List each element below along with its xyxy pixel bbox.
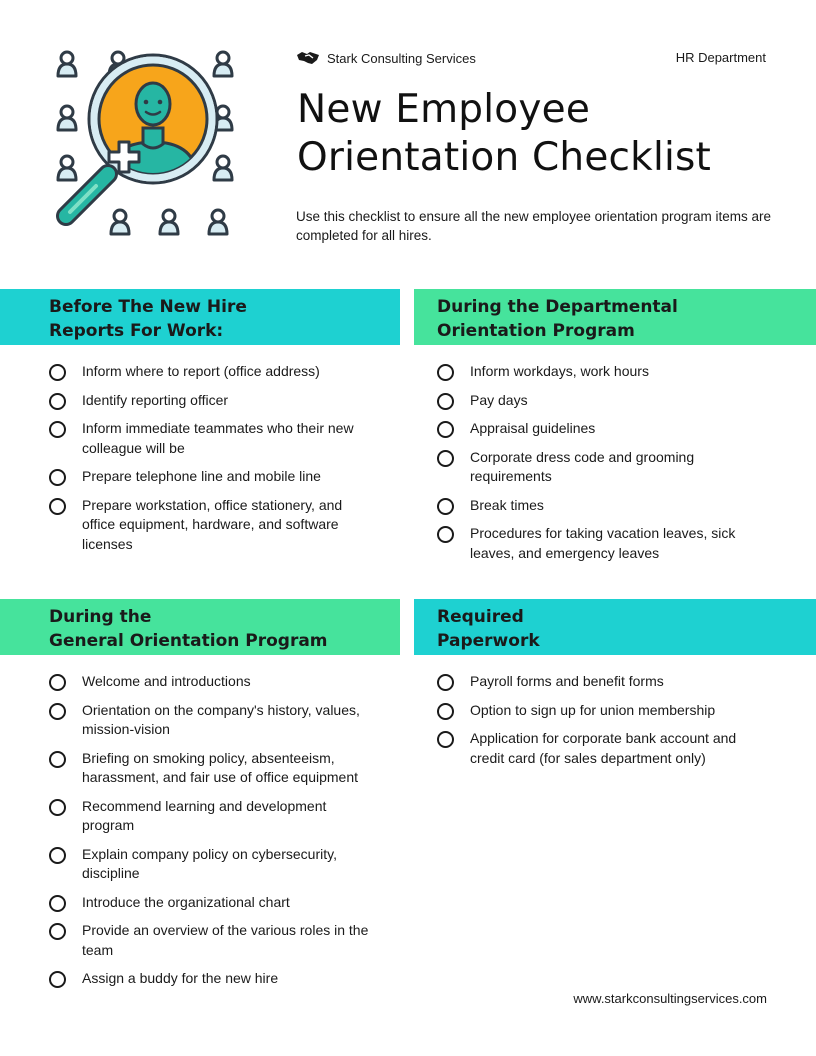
- section-title-line: Reports For Work:: [49, 321, 224, 341]
- checkbox[interactable]: [49, 971, 66, 988]
- checklist-item: [437, 672, 816, 692]
- checklist-item: [437, 419, 816, 439]
- checklist-item: [49, 893, 400, 913]
- company-name: Stark Consulting Services: [327, 50, 476, 66]
- section-header: [414, 599, 816, 655]
- checklist: [0, 345, 400, 554]
- checklist-item: [49, 391, 400, 411]
- section-before-new-hire: [0, 289, 400, 563]
- checklist-item-text: Option to sign up for union membership: [470, 701, 716, 718]
- section-title-line: Required: [437, 607, 524, 627]
- section-header: [0, 289, 400, 345]
- checkbox[interactable]: [49, 895, 66, 912]
- checkbox[interactable]: [437, 674, 454, 691]
- checkbox[interactable]: [49, 923, 66, 940]
- checklist-item: [49, 845, 400, 884]
- checkbox[interactable]: [437, 450, 454, 467]
- checkbox[interactable]: [49, 799, 66, 816]
- checklist-item: [437, 524, 816, 563]
- checklist-item: [49, 797, 400, 836]
- department-label: HR Department: [675, 50, 766, 65]
- section-title-line: Paperwork: [437, 631, 540, 651]
- checklist-item: [49, 419, 400, 458]
- checklist-item-text: Recommend learning and development program: [82, 797, 327, 833]
- checklist-item-text: Appraisal guidelines: [470, 420, 596, 436]
- checkbox[interactable]: [437, 498, 454, 515]
- checklist-item-text: Procedures for taking vacation leaves, sick leaves, and emergency leaves: [470, 525, 736, 561]
- checkbox[interactable]: [49, 498, 66, 515]
- checklist-item-text: Break times: [470, 496, 544, 513]
- checklist-item: [49, 921, 400, 960]
- checkbox[interactable]: [437, 364, 454, 381]
- checklist-item-text: Pay days: [470, 391, 528, 408]
- checkbox[interactable]: [49, 393, 66, 410]
- checklist-item-text: Explain company policy on cybersecurity, discipline: [82, 845, 337, 881]
- checkbox[interactable]: [49, 703, 66, 720]
- checklist-item-text: Prepare workstation, office stationery, and office equipment, hardware, and software licenses: [82, 496, 343, 552]
- checklist-item: [437, 496, 816, 516]
- checklist-item-text: Orientation on the company's history, values, mission-vision: [82, 701, 360, 737]
- checkbox[interactable]: [49, 421, 66, 438]
- checklist-item-text: Introduce the organizational chart: [82, 893, 290, 910]
- page-title: [297, 86, 711, 182]
- checklist-item: [49, 496, 400, 555]
- checklist-item-text: Inform immediate teammates who their new colleague will be: [82, 420, 354, 456]
- section-title-line: During the Departmental: [437, 297, 678, 317]
- checkbox[interactable]: [437, 526, 454, 543]
- checklist-item-text: Payroll forms and benefit forms: [470, 673, 664, 689]
- checkbox[interactable]: [437, 703, 454, 720]
- checklist-item-text: Assign a buddy for the new hire: [82, 970, 279, 986]
- checklist-item: [437, 391, 816, 411]
- employee-search-illustration: [46, 44, 242, 244]
- checklist-item: [49, 749, 400, 788]
- checklist-item: [437, 729, 816, 768]
- checkbox[interactable]: [49, 469, 66, 486]
- checklist-item-text: Corporate dress code and grooming requirements: [470, 448, 695, 484]
- checkbox[interactable]: [49, 751, 66, 768]
- section-title-line: Before The New Hire: [49, 297, 247, 317]
- checkbox[interactable]: [437, 731, 454, 748]
- company-brand: [296, 50, 476, 66]
- checklist-item: [49, 701, 400, 740]
- checklist-item-text: Identify reporting officer: [82, 391, 229, 408]
- checklist-item-text: Briefing on smoking policy, absenteeism, harassment, and fair use of office equipment: [82, 749, 359, 785]
- handshake-icon: [296, 50, 320, 66]
- checklist-item: [49, 672, 400, 692]
- intro-text: Use this checklist to ensure all the new employee orientation program items are completed for all hires.: [296, 209, 771, 243]
- checklist-item-text: Inform workdays, work hours: [470, 363, 649, 379]
- checklist-item: [437, 362, 816, 382]
- website-url[interactable]: www.starkconsultingservices.com: [573, 991, 767, 1006]
- checklist-item: [437, 448, 816, 487]
- title-line: New Employee: [297, 87, 591, 132]
- section-header: [414, 289, 816, 345]
- checklist-item-text: Prepare telephone line and mobile line: [82, 468, 321, 484]
- checklist-item: [49, 969, 400, 989]
- checklist-item-text: Provide an overview of the various roles in the team: [82, 922, 369, 958]
- section-title-line: During the: [49, 607, 152, 627]
- section-header: [0, 599, 400, 655]
- checkbox[interactable]: [49, 364, 66, 381]
- checklist-item-text: Welcome and introductions: [82, 673, 251, 689]
- section-general-orientation: [0, 599, 400, 998]
- checklist-item: [437, 701, 816, 721]
- checkbox[interactable]: [49, 674, 66, 691]
- section-title-line: Orientation Program: [437, 321, 635, 341]
- checklist-item: [49, 362, 400, 382]
- section-required-paperwork: [414, 599, 816, 777]
- checklist: [0, 655, 400, 989]
- checklist-item-text: Inform where to report (office address): [82, 363, 320, 379]
- checklist-item: [49, 467, 400, 487]
- checklist: [414, 655, 816, 768]
- checklist-item-text: Application for corporate bank account and credit card (for sales department only): [470, 730, 737, 766]
- title-line: Orientation Checklist: [297, 135, 712, 180]
- section-title-line: General Orientation Program: [49, 631, 328, 651]
- checkbox[interactable]: [437, 421, 454, 438]
- checklist: [414, 345, 816, 563]
- checkbox[interactable]: [437, 393, 454, 410]
- checkbox[interactable]: [49, 847, 66, 864]
- section-departmental-orientation: [414, 289, 816, 572]
